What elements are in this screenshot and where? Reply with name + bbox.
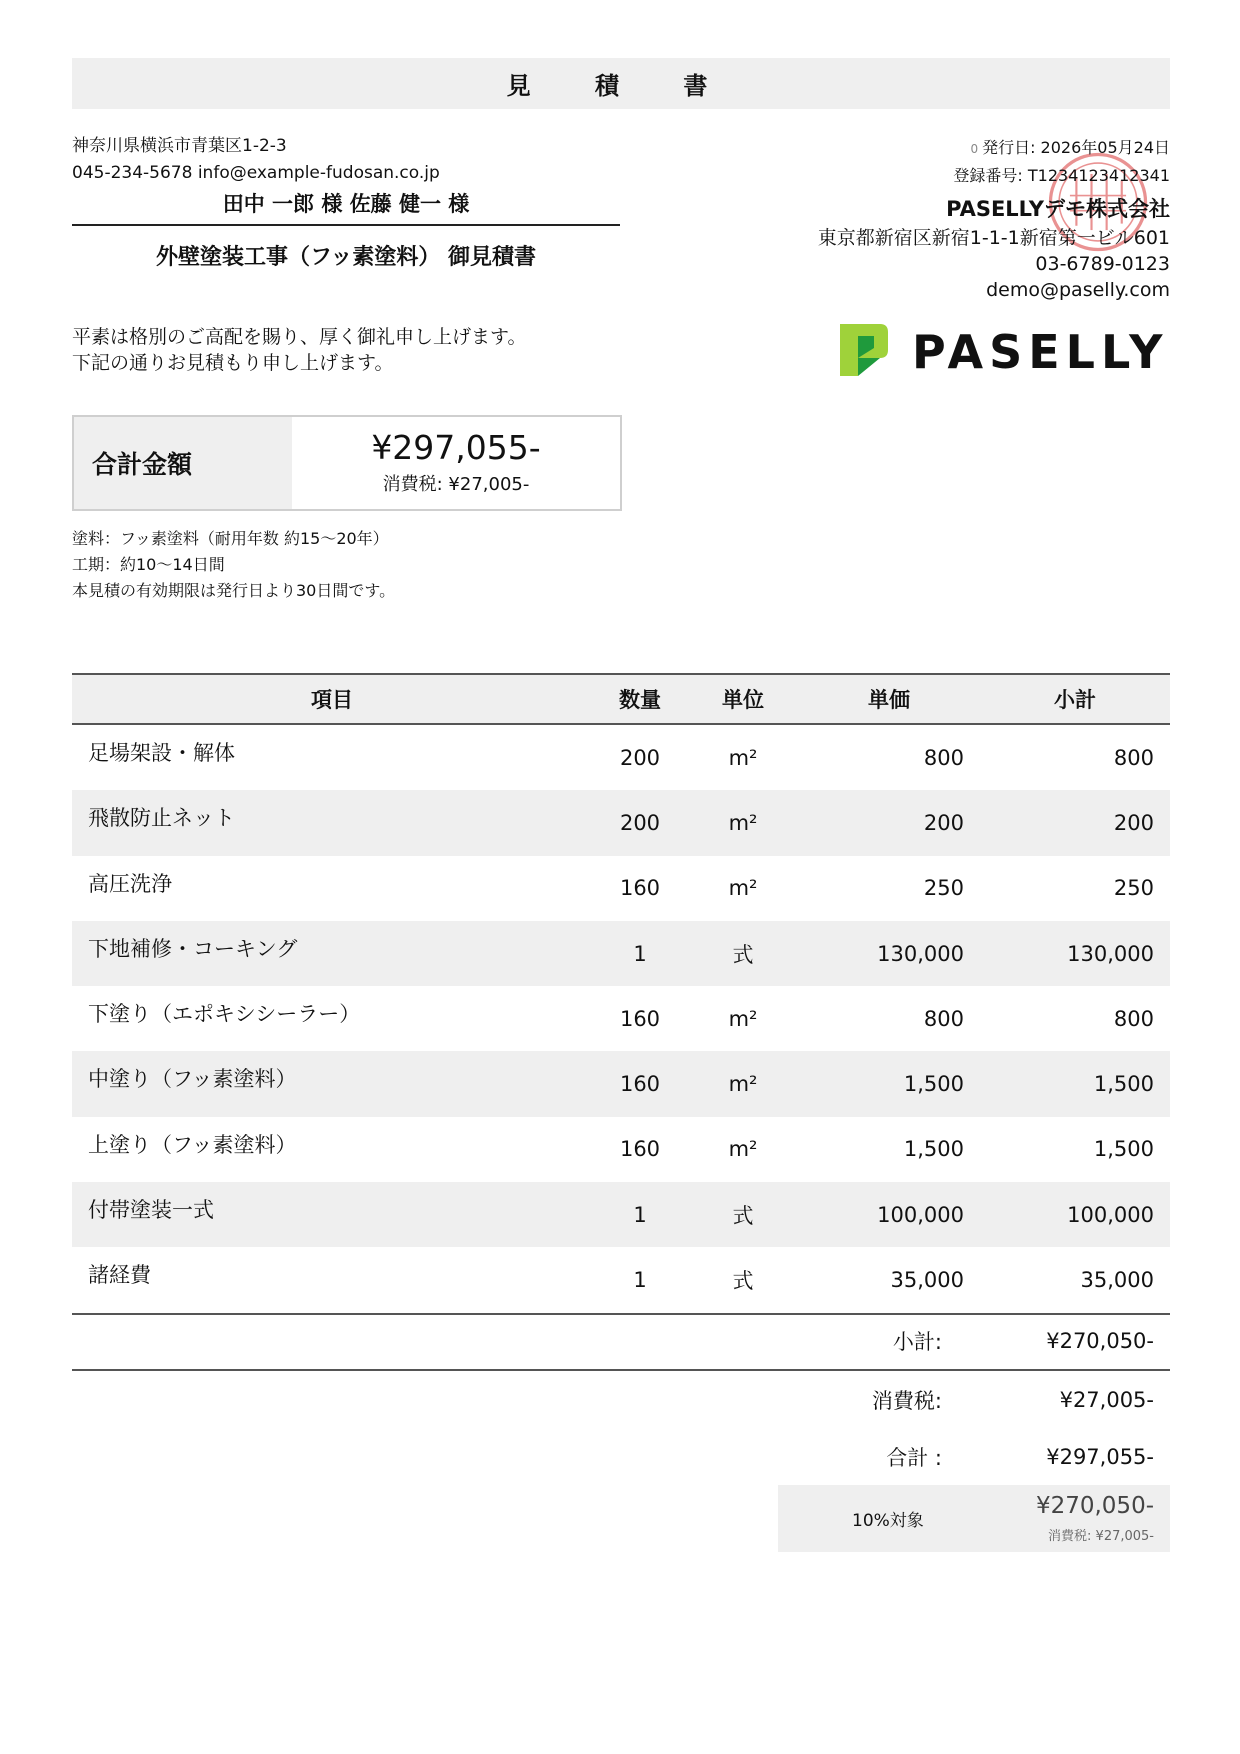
summary-total-row <box>72 1428 1170 1485</box>
tax-breakdown-box <box>778 1485 1170 1552</box>
issue-date-line <box>818 134 1170 163</box>
table-row <box>72 1051 1170 1116</box>
greeting-line-2: 下記の通りお見積もり申し上げます。 <box>72 352 394 374</box>
mini-number: 0 <box>970 142 979 156</box>
cell-name: 中塗り（フッ素塗料） <box>72 1051 592 1116</box>
header-qty: 数量 <box>592 674 688 724</box>
cell-price: 1,500 <box>798 1051 980 1116</box>
tax-value: ¥27,005- <box>1059 1387 1154 1412</box>
cell-subtotal: 200 <box>980 790 1170 855</box>
cell-qty: 1 <box>592 921 688 986</box>
table-row <box>72 921 1170 986</box>
summary-tax-row <box>72 1371 1170 1428</box>
issuer-info <box>818 134 1170 303</box>
cell-price: 200 <box>798 790 980 855</box>
cell-name: 飛散防止ネット <box>72 790 592 855</box>
cell-qty: 160 <box>619 876 661 901</box>
tax-rate-label: 10%対象 <box>852 1511 924 1531</box>
logo-wordmark: PASELLY <box>912 325 1169 379</box>
cell-unit: 式 <box>688 921 798 986</box>
sender-address: 神奈川県横浜市青葉区1-2-3 <box>72 136 287 156</box>
company-email: demo@paselly.com <box>986 279 1170 301</box>
cell-subtotal: 1,500 <box>1093 1137 1154 1162</box>
total-tax: 消費税: ¥27,005- <box>382 474 530 495</box>
header-subtotal: 小計 <box>980 674 1170 724</box>
subtotal-label: 小計: <box>892 1329 942 1354</box>
cell-subtotal: 130,000 <box>980 921 1170 986</box>
cell-unit: m² <box>728 876 758 901</box>
cell-unit: 式 <box>688 1182 798 1247</box>
subtotal-value: ¥270,050- <box>1046 1328 1154 1353</box>
table-row <box>72 1247 1170 1313</box>
cell-subtotal: 800 <box>1113 1006 1154 1031</box>
cell-unit: m² <box>688 790 798 855</box>
cell-price: 100,000 <box>798 1182 980 1247</box>
table-row <box>72 856 1170 921</box>
cell-qty: 160 <box>619 1006 661 1031</box>
cell-qty: 200 <box>619 745 661 770</box>
cell-qty: 160 <box>619 1137 661 1162</box>
sender-contact: 045-234-5678 info@example-fudosan.co.jp <box>72 163 440 183</box>
cell-unit: m² <box>728 745 758 770</box>
cell-name: 下地補修・コーキング <box>72 921 592 986</box>
total-amount: ¥297,055- <box>371 428 541 467</box>
company-phone: 03-6789-0123 <box>1035 253 1170 275</box>
tax-breakdown-tax: 消費税: ¥27,005- <box>1048 1529 1154 1544</box>
summary-subtotal-row <box>72 1312 1170 1371</box>
cell-subtotal: 800 <box>1113 745 1154 770</box>
grand-total-value: ¥297,055- <box>1046 1444 1154 1469</box>
paselly-logo <box>836 316 1170 380</box>
cell-subtotal: 1,500 <box>980 1051 1170 1116</box>
cell-qty: 1 <box>633 1268 647 1293</box>
table-row <box>72 1182 1170 1247</box>
cell-unit: m² <box>728 1137 758 1162</box>
greeting-text <box>72 324 526 376</box>
table-header-row <box>72 674 1170 724</box>
issue-date: 発行日: 2026年05月24日 <box>982 138 1170 157</box>
table-row <box>72 1117 1170 1182</box>
cell-name: 上塗り（フッ素塗料） <box>88 1132 297 1157</box>
greeting-line-1: 平素は格別のご高配を賜り、厚く御礼申し上げます。 <box>72 326 527 348</box>
cell-unit: m² <box>688 1051 798 1116</box>
cell-name: 下塗り（エポキシシーラー） <box>88 1002 361 1027</box>
note-validity: 本見積の有効期限は発行日より30日間です。 <box>72 581 396 600</box>
cell-name: 高圧洗浄 <box>88 871 172 896</box>
total-values <box>292 417 620 509</box>
total-amount-box <box>72 415 622 511</box>
cell-price: 800 <box>923 745 964 770</box>
table-row <box>72 986 1170 1051</box>
cell-subtotal: 35,000 <box>1080 1268 1154 1293</box>
cell-subtotal: 250 <box>1113 876 1154 901</box>
cell-name: 諸経費 <box>88 1263 151 1288</box>
tax-label: 消費税: <box>871 1388 942 1413</box>
cell-price: 1,500 <box>903 1137 964 1162</box>
cell-qty: 160 <box>592 1051 688 1116</box>
estimate-notes <box>72 526 395 604</box>
client-name: 田中 一郎 様 佐藤 健一 様 <box>72 188 620 226</box>
cell-qty: 200 <box>592 790 688 855</box>
cell-price: 800 <box>923 1006 964 1031</box>
sender-info <box>72 133 440 187</box>
registration-number: 登録番号: T1234123412341 <box>953 166 1170 185</box>
cell-name: 付帯塗装一式 <box>72 1182 592 1247</box>
taxable-amount: ¥270,050- <box>1035 1493 1154 1519</box>
cell-subtotal: 100,000 <box>980 1182 1170 1247</box>
total-label: 合計金額 <box>74 417 292 509</box>
table-row <box>72 790 1170 855</box>
line-items-table <box>72 673 1170 1315</box>
note-period: 工期：約10〜14日間 <box>72 555 225 574</box>
header-unit: 単位 <box>688 674 798 724</box>
document-title: 見 積 書 <box>72 58 1170 109</box>
cell-qty: 1 <box>592 1182 688 1247</box>
grand-total-label: 合計 : <box>886 1445 942 1470</box>
cell-name: 足場架設・解体 <box>88 741 235 765</box>
estimate-subject: 外壁塗装工事（フッ素塗料） 御見積書 <box>155 245 537 270</box>
company-address: 東京都新宿区新宿1-1-1新宿第一ビル601 <box>817 227 1170 249</box>
company-name: PASELLYデモ株式会社 <box>946 197 1170 221</box>
cell-price: 250 <box>923 876 964 901</box>
cell-unit: m² <box>728 1006 758 1031</box>
cell-price: 130,000 <box>798 921 980 986</box>
note-paint: 塗料：フッ素塗料（耐用年数 約15〜20年） <box>72 529 389 548</box>
cell-price: 35,000 <box>890 1268 964 1293</box>
table-row <box>72 724 1170 790</box>
header-price: 単価 <box>798 674 980 724</box>
cell-unit: 式 <box>732 1269 754 1294</box>
header-item: 項目 <box>72 674 592 724</box>
